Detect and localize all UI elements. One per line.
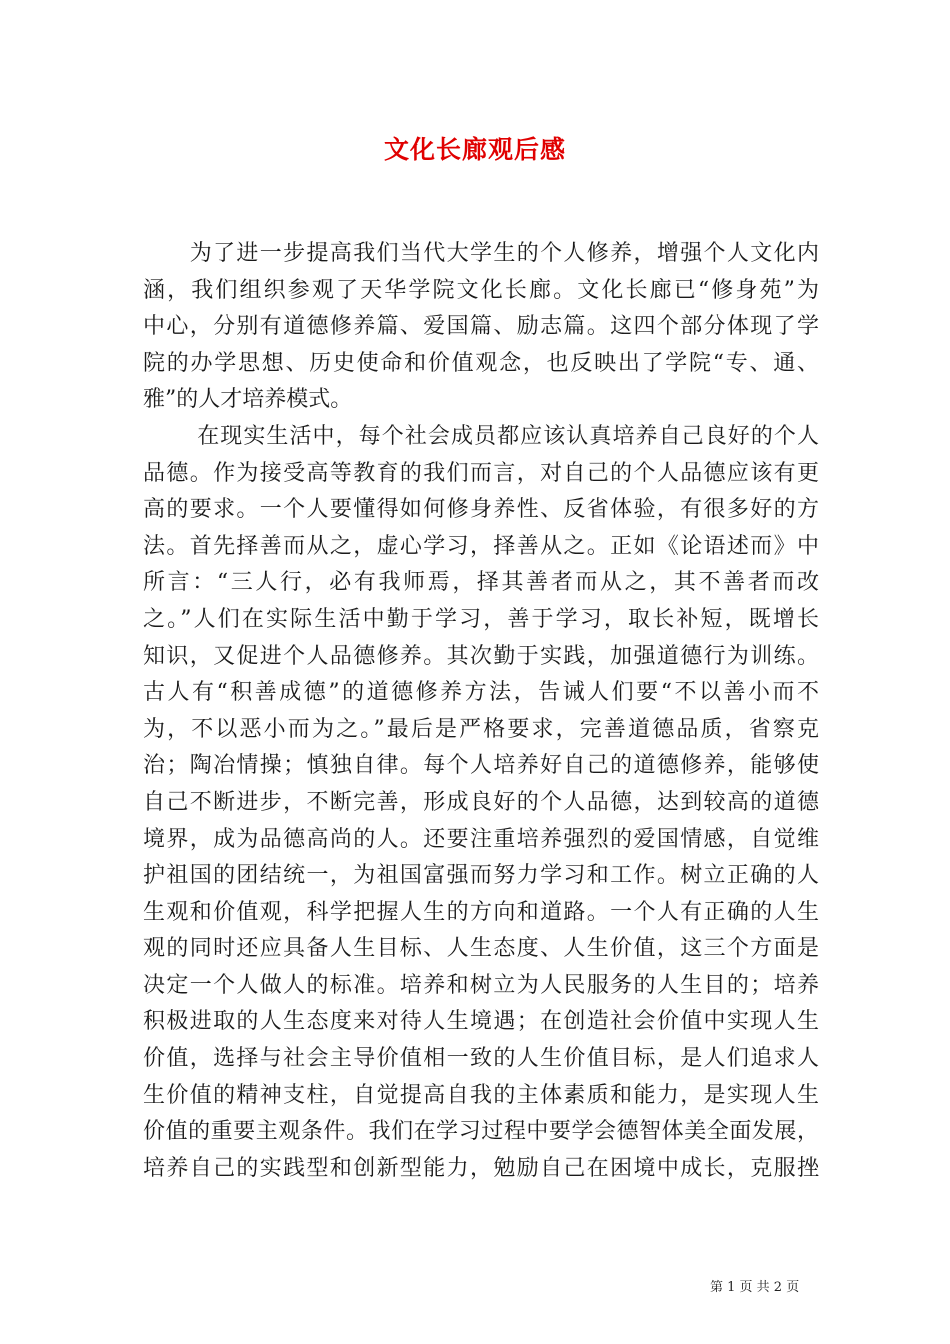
body-line: 决定一个人做人的标准。培养和树立为人民服务的人生目的；培养 <box>143 972 819 998</box>
body-line: 古人有“积善成德”的道德修养方法，告诫人们要“不以善小而不 <box>143 680 819 706</box>
body-line: 所言：“三人行，必有我师焉，择其善者而从之，其不善者而改 <box>143 570 819 596</box>
body-line: 为了进一步提高我们当代大学生的个人修养，增强个人文化内 <box>143 241 819 266</box>
body-line: 高的要求。一个人要懂得如何修身养性、反省体验，有很多好的方 <box>143 497 819 523</box>
body-line: 价值，选择与社会主导价值相一致的人生价值目标，是人们追求人 <box>143 1046 819 1072</box>
document-title: 文化长廊观后感 <box>383 135 566 164</box>
body-line: 境界，成为品德高尚的人。还要注重培养强烈的爱国情感，自觉维 <box>143 826 819 852</box>
body-line: 自己不断进步，不断完善，形成良好的个人品德，达到较高的道德 <box>143 789 819 815</box>
body-line: 生观和价值观，科学把握人生的方向和道路。一个人有正确的人生 <box>143 899 819 925</box>
body-line: 中心，分别有道德修养篇、爱国篇、励志篇。这四个部分体现了学 <box>143 314 819 340</box>
body-line: 知识，又促进个人品德修养。其次勤于实践，加强道德行为训练。 <box>143 643 819 669</box>
body-line: 在现实生活中，每个社会成员都应该认真培养自己良好的个人 <box>143 423 819 449</box>
body-line: 之。”人们在实际生活中勤于学习，善于学习，取长补短，既增长 <box>143 606 819 632</box>
page-number-footer: 第 1 页 共 2 页 <box>710 1280 800 1295</box>
body-line: 品德。作为接受高等教育的我们而言，对自己的个人品德应该有更 <box>143 460 819 486</box>
body-line: 雅”的人才培养模式。 <box>143 387 353 413</box>
body-line: 观的同时还应具备人生目标、人生态度、人生价值，这三个方面是 <box>143 936 819 962</box>
body-line: 积极进取的人生态度来对待人生境遇；在创造社会价值中实现人生 <box>143 1009 819 1035</box>
body-line: 培养自己的实践型和创新型能力，勉励自己在困境中成长，克服挫 <box>143 1155 819 1181</box>
document-body <box>143 236 819 1187</box>
body-line: 涵，我们组织参观了天华学院文化长廊。文化长廊已“修身苑”为 <box>143 277 819 303</box>
body-line: 为，不以恶小而为之。”最后是严格要求，完善道德品质，省察克 <box>143 716 819 742</box>
body-line: 生价值的精神支柱，自觉提高自我的主体素质和能力，是实现人生 <box>143 1082 819 1108</box>
body-line: 法。首先择善而从之，虚心学习，择善从之。正如《论语述而》中 <box>143 533 819 559</box>
body-line: 院的办学思想、历史使命和价值观念，也反映出了学院“专、通、 <box>143 350 819 376</box>
body-line: 价值的重要主观条件。我们在学习过程中要学会德智体美全面发展， <box>143 1119 819 1145</box>
body-line: 治；陶冶情操；慎独自律。每个人培养好自己的道德修养，能够使 <box>143 753 819 779</box>
body-line: 护祖国的团结统一，为祖国富强而努力学习和工作。树立正确的人 <box>143 863 819 889</box>
